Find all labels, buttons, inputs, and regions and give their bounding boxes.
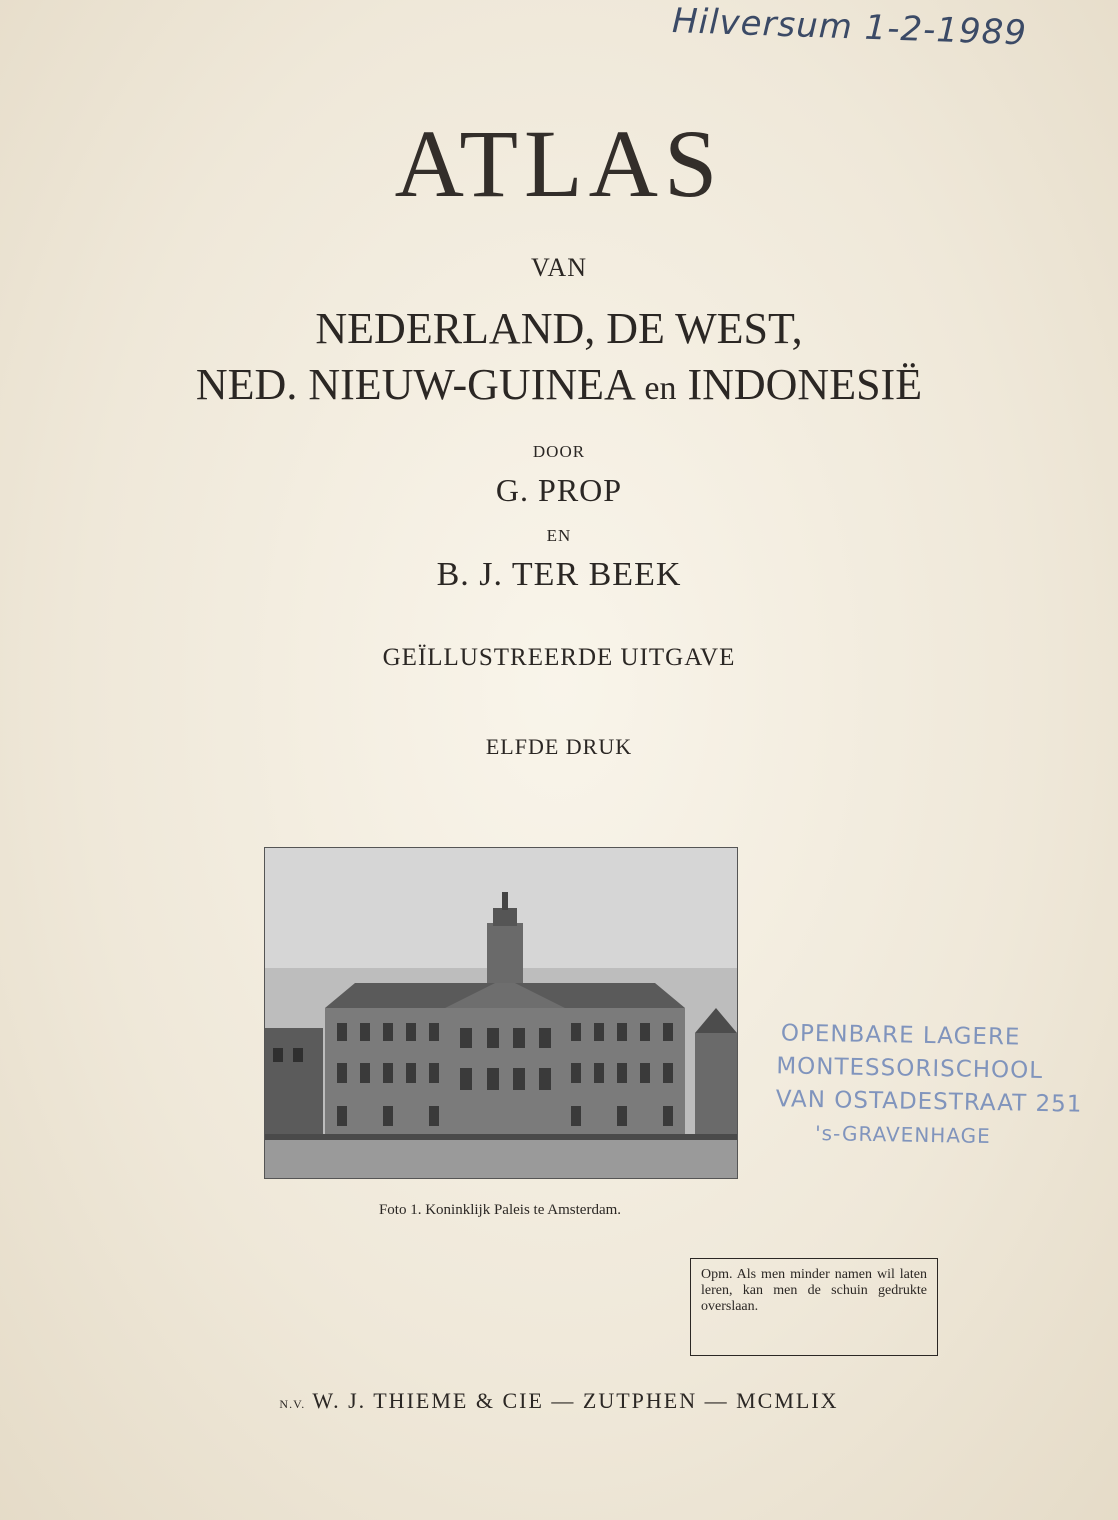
publisher-sep2: — — [704, 1388, 729, 1413]
subtitle-line2 — [0, 361, 1118, 413]
school-stamp — [775, 1017, 1087, 1154]
note-box: Opm. Als men minder namen wil laten leren, kan men de schuin gedrukte overslaan. — [690, 1258, 938, 1356]
by-label: DOOR — [532, 442, 586, 461]
subtitle-en: en — [644, 370, 677, 407]
print-edition: ELFDE DRUK — [485, 734, 633, 759]
stamp-line3: VAN OSTADESTRAAT 251 — [775, 1086, 1083, 1118]
palace-photo — [264, 847, 738, 1179]
publisher-year: MCMLIX — [736, 1388, 839, 1413]
page-title: ATLAS — [394, 110, 724, 217]
photo-caption: Foto 1. Koninklijk Paleis te Amsterdam. — [378, 1202, 622, 1218]
subtitle-part-a: NED. NIEUW-GUINEA — [195, 360, 634, 409]
subtitle-line1: NEDERLAND, DE WEST, — [315, 304, 803, 353]
palace-illustration — [265, 848, 737, 1178]
subtitle-part-b: INDONESIË — [687, 360, 923, 409]
handwritten-note: Hilversum 1-2-1989 — [671, 1, 1028, 54]
stamp-line2: MONTESSORISCHOOL — [776, 1053, 1044, 1084]
author-ter-beek: B. J. TER BEEK — [436, 556, 682, 593]
publisher-sep1: — — [551, 1388, 576, 1413]
title-van: VAN — [531, 253, 587, 282]
stamp-line1: OPENBARE LAGERE — [780, 1020, 1021, 1051]
publisher-city: ZUTPHEN — [582, 1388, 698, 1413]
publisher-name: W. J. THIEME & CIE — [312, 1388, 544, 1413]
and-label: EN — [546, 526, 572, 545]
publisher-line — [0, 1388, 1118, 1414]
author-prop: G. PROP — [495, 472, 623, 508]
edition-label: GEÏLLUSTREERDE UITGAVE — [382, 644, 736, 671]
stamp-line4: 's-GRAVENHAGE — [814, 1120, 991, 1149]
publisher-nv: N.V. — [279, 1397, 306, 1411]
